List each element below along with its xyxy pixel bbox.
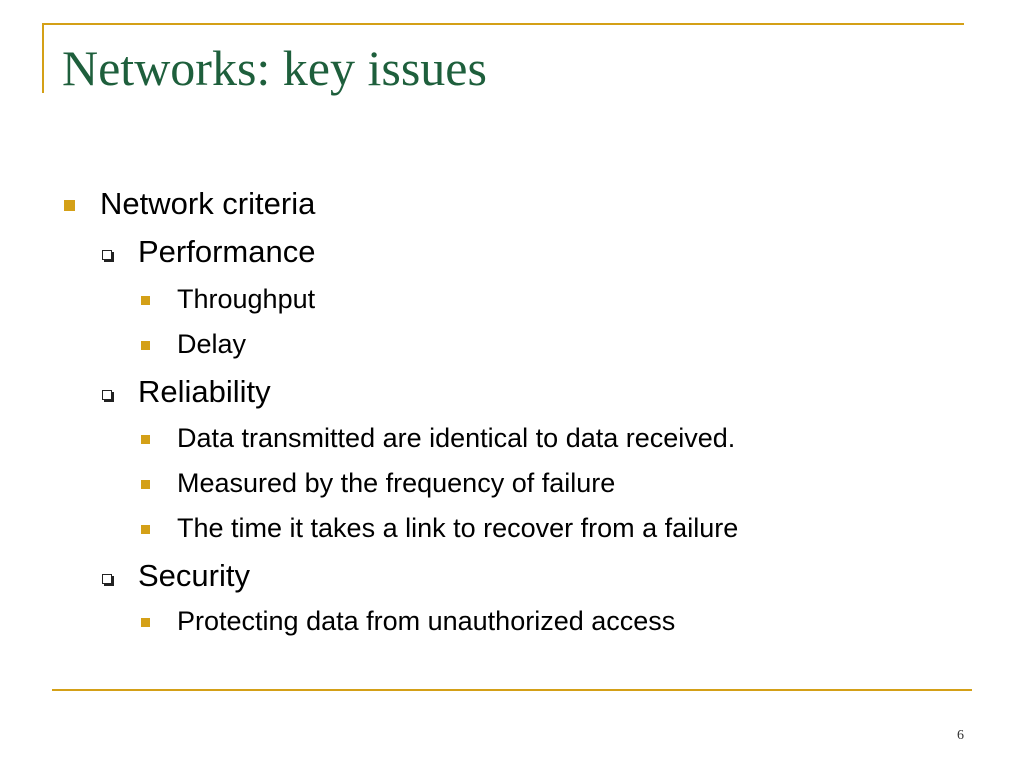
hollow-square-bullet-icon — [102, 390, 112, 400]
hollow-square-bullet-icon — [102, 250, 112, 260]
title-frame-left-line — [42, 23, 44, 93]
page-number: 6 — [957, 728, 964, 743]
bullet-reliability-2 — [177, 470, 615, 497]
footer-divider-line — [52, 689, 972, 691]
square-bullet-icon — [141, 435, 150, 444]
bullet-text: Security — [138, 558, 250, 593]
slide-title: Networks: key issues — [62, 40, 487, 96]
square-bullet-icon — [141, 341, 150, 350]
square-bullet-icon — [64, 200, 75, 211]
bullet-network-criteria — [100, 188, 315, 219]
bullet-text: Protecting data from unauthorized access — [177, 606, 676, 636]
bullet-text: Performance — [138, 234, 316, 269]
bullet-text: Network criteria — [100, 186, 316, 221]
square-bullet-icon — [141, 525, 150, 534]
bullet-security-1 — [177, 608, 675, 635]
hollow-square-bullet-icon — [102, 574, 112, 584]
bullet-performance — [138, 236, 315, 267]
bullet-security — [138, 560, 250, 591]
bullet-throughput — [177, 286, 315, 313]
bullet-reliability-3 — [177, 515, 738, 542]
bullet-delay — [177, 331, 246, 358]
bullet-reliability — [138, 376, 271, 407]
square-bullet-icon — [141, 618, 150, 627]
square-bullet-icon — [141, 480, 150, 489]
bullet-text: Reliability — [138, 374, 271, 409]
square-bullet-icon — [141, 296, 150, 305]
bullet-text: Throughput — [177, 284, 316, 314]
bullet-text: Delay — [177, 329, 247, 359]
bullet-reliability-1 — [177, 425, 735, 452]
bullet-text: Measured by the frequency of failure — [177, 468, 616, 498]
bullet-text: Data transmitted are identical to data received. — [177, 423, 736, 453]
bullet-text: The time it takes a link to recover from a failure — [177, 513, 739, 543]
title-frame-top-line — [42, 23, 964, 25]
